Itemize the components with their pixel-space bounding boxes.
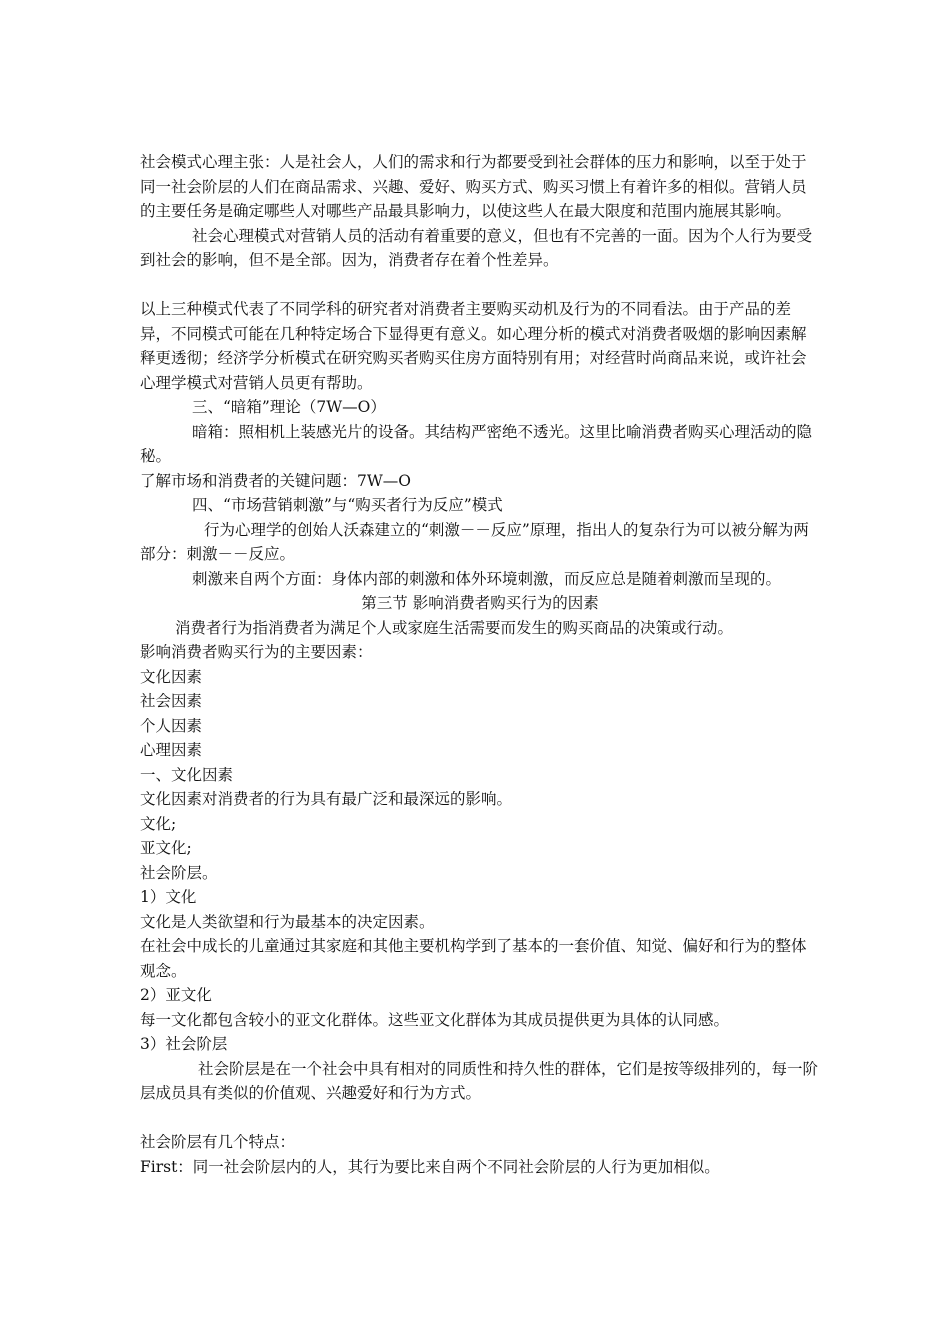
blank-line [140,1106,820,1131]
list-item-psychological-factors: 心理因素 [140,741,203,759]
heading-black-box-theory: 三、“暗箱”理论（7W—O） [192,398,386,416]
paragraph-children-learning: 在社会中成长的儿童通过其家庭和其他主要机构学到了基本的一套价值、知觉、偏好和行为的整体观念。 [140,937,807,980]
heading-culture: 1）文化 [140,888,197,906]
list-item-subculture: 亚文化; [140,839,192,857]
section-heading-section-3: 第三节 影响消费者购买行为的因素 [361,594,599,612]
paragraph-subculture-definition: 每一文化都包含较小的亚文化群体。这些亚文化群体为其成员提供更为具体的认同感。 [140,1010,730,1029]
paragraph-stimulus-sources: 刺激来自两个方面：身体内部的刺激和体外环境刺激，而反应总是随着刺激而呈现的。 [192,569,782,588]
paragraph-three-models-summary: 以上三种模式代表了不同学科的研究者对消费者主要购买动机及行为的不同看法。由于产品的差异，不同模式可能在几种特定场合下显得更有意义。如心理分析的模式对消费者吸烟的影响因素解释更透彻；经济学分析模式在研究购买者购买住房方面特别有用；对经营时尚商品来说，或许社会心理学模式对营销人员更有帮助。 [140,300,807,392]
paragraph-social-class-features: 社会阶层有几个特点： [140,1133,296,1151]
paragraph-cultural-influence: 文化因素对消费者的行为具有最广泛和最深远的影响。 [140,790,513,808]
document-body [140,150,820,1179]
list-item-cultural-factors: 文化因素 [140,667,203,686]
list-item-culture: 文化; [140,814,177,833]
list-item-personal-factors: 个人因素 [140,716,203,735]
paragraph-main-factors-intro: 影响消费者购买行为的主要因素： [140,643,373,661]
paragraph-culture-definition: 文化是人类欲望和行为最基本的决定因素。 [140,912,435,931]
paragraph-watson-principle: 行为心理学的创始人沃森建立的“刺激－－反应”原理，指出人的复杂行为可以被分解为两部分：刺激－－反应。 [140,520,809,563]
paragraph-black-box-definition: 暗箱：照相机上装感光片的设备。其结构严密绝不透光。这里比喻消费者购买心理活动的隐秘。 [140,422,813,465]
paragraph-social-model: 社会模式心理主张：人是社会人，人们的需求和行为都要受到社会群体的压力和影响，以至于处于同一社会阶层的人们在商品需求、兴趣、爱好、购买方式、购买习惯上有着许多的相似。营销人员的主要任务是确定哪些人对哪些产品最具影响力，以使这些人在最大限度和范围内施展其影响。 [140,153,807,220]
heading-social-class: 3）社会阶层 [140,1035,228,1053]
paragraph-social-model-evaluation: 社会心理模式对营销人员的活动有着重要的意义，但也有不完善的一面。因为个人行为要受到社会的影响，但不是全部。因为，消费者存在着个性差异。 [140,226,813,269]
paragraph-first-feature: First：同一社会阶层内的人，其行为要比来自两个不同社会阶层的人行为更加相似。 [140,1157,720,1176]
list-item-social-class: 社会阶层。 [140,863,218,882]
blank-line [140,273,820,298]
heading-stimulus-response-model: 四、“市场营销刺激”与“购买者行为反应”模式 [192,496,503,514]
paragraph-key-questions: 了解市场和消费者的关键问题：7W—O [140,471,412,490]
list-item-social-factors: 社会因素 [140,692,203,710]
heading-cultural-factors: 一、文化因素 [140,765,234,784]
paragraph-consumer-behavior-definition: 消费者行为指消费者为满足个人或家庭生活需要而发生的购买商品的决策或行动。 [175,618,734,637]
heading-subculture: 2）亚文化 [140,986,212,1004]
paragraph-social-class-definition: 社会阶层是在一个社会中具有相对的同质性和持久性的群体，它们是按等级排列的，每一阶层成员具有类似的价值观、兴趣爱好和行为方式。 [140,1059,819,1102]
